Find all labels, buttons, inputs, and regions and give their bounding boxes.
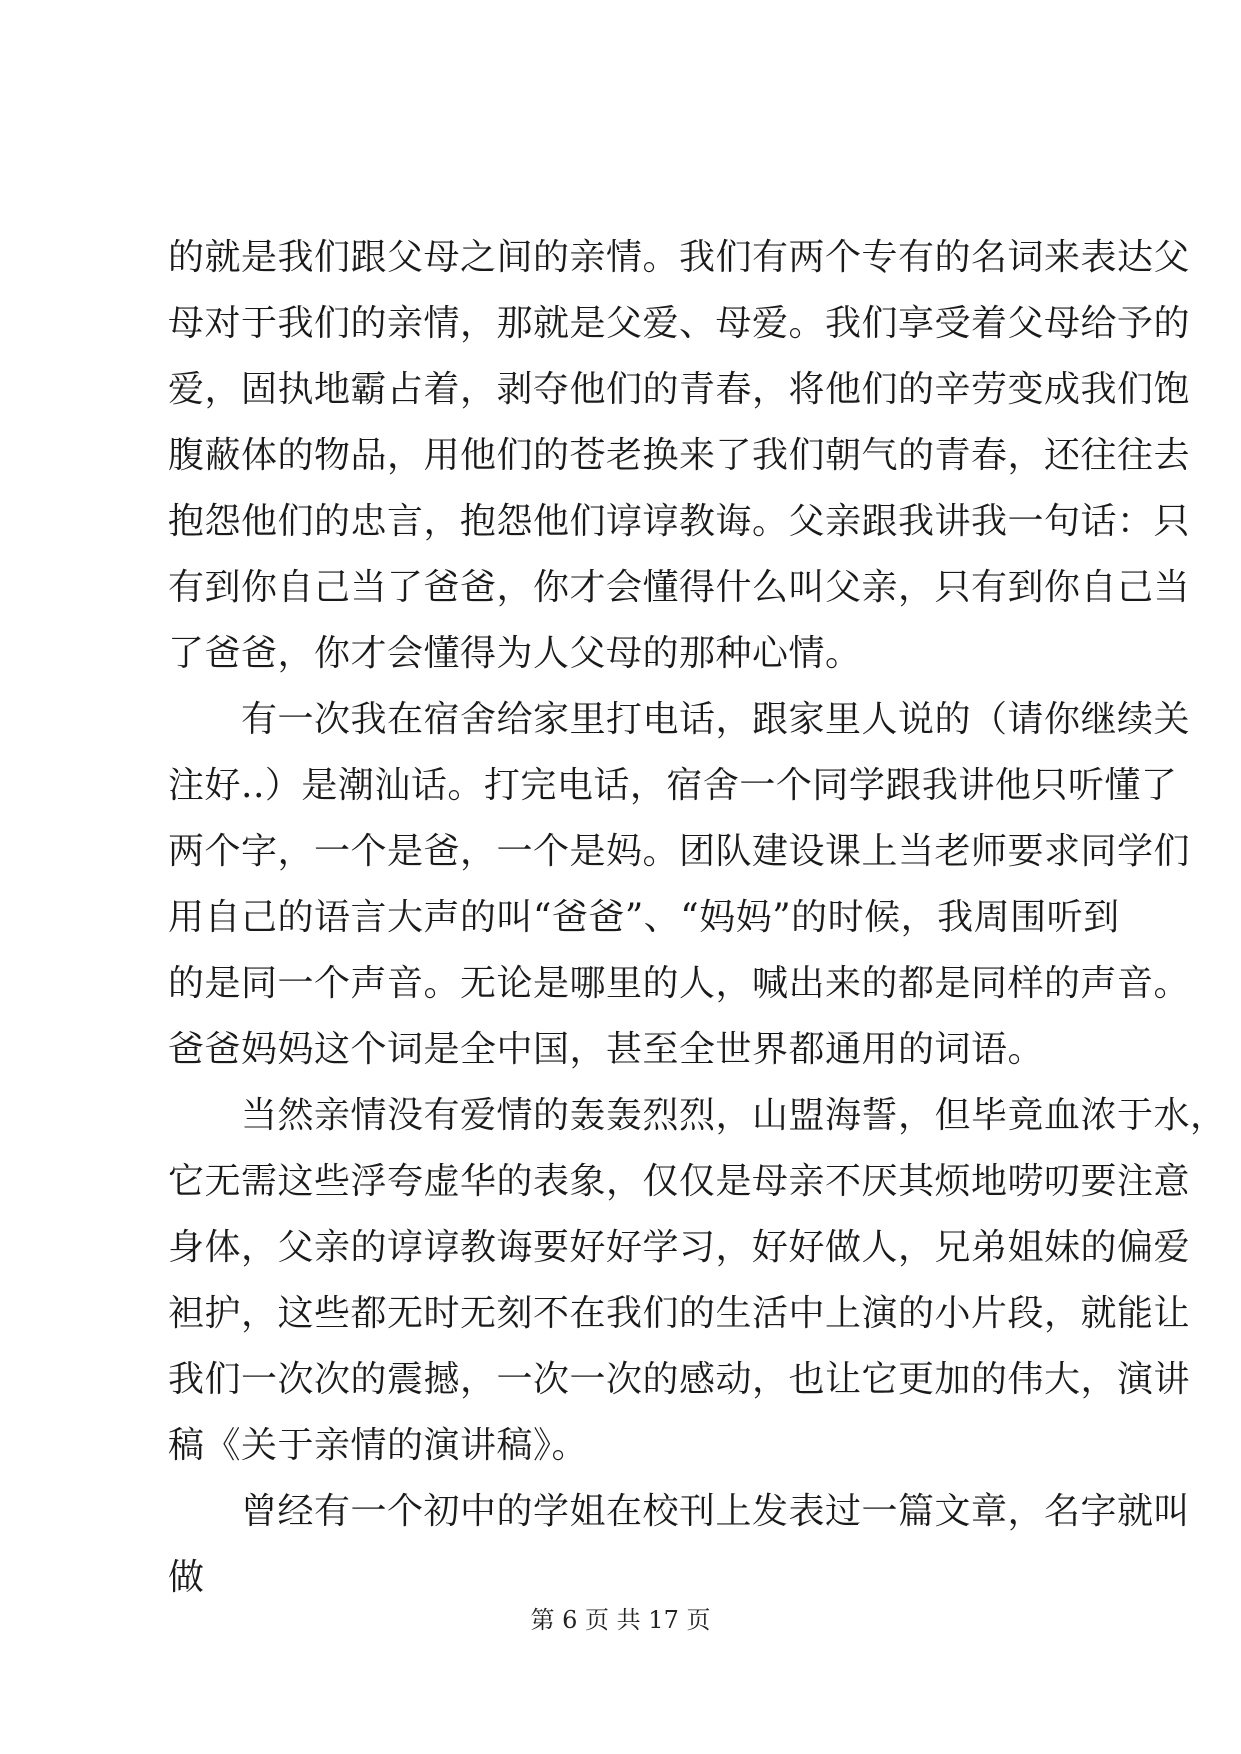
text-line: 我们一次次的震撼，一次一次的感动，也让它更加的伟大，演讲 [168,1359,1191,1400]
text-line: 的就是我们跟父母之间的亲情。我们有两个专有的名词来表达父 [168,237,1191,278]
body-text [168,225,1227,1611]
page-footer: 第 6 页 共 17 页 [530,1606,711,1634]
text-line: 有到你自己当了爸爸，你才会懂得什么叫父亲，只有到你自己当 [168,567,1191,608]
text-line: 母对于我们的亲情，那就是父爱、母爱。我们享受着父母给予的 [168,303,1191,344]
text-line: 袒护，这些都无时无刻不在我们的生活中上演的小片段，就能让 [168,1293,1191,1334]
text-line: 稿《关于亲情的演讲稿》。 [168,1425,589,1466]
text-line: 的是同一个声音。无论是哪里的人，喊出来的都是同样的声音。 [168,963,1191,1004]
text-line: 两个字，一个是爸，一个是妈。团队建设课上当老师要求同学们 [168,831,1191,872]
text-line: 注好..）是潮汕话。打完电话，宿舍一个同学跟我讲他只听懂了 [168,765,1178,806]
text-line: 曾经有一个初中的学姐在校刊上发表过一篇文章，名字就叫 [168,1491,1191,1532]
text-line: 做 [168,1557,205,1598]
text-line: 腹蔽体的物品，用他们的苍老换来了我们朝气的青春，还往往去 [168,435,1191,476]
text-line: 抱怨他们的忠言，抱怨他们谆谆教诲。父亲跟我讲我一句话：只 [168,501,1191,542]
text-line: 身体，父亲的谆谆教诲要好好学习，好好做人，兄弟姐妹的偏爱 [168,1227,1191,1268]
text-line: 当然亲情没有爱情的轰轰烈烈，山盟海誓，但毕竟血浓于水， [168,1095,1227,1136]
text-line: 用自己的语言大声的叫“爸爸”、“妈妈”的时候，我周围听到 [168,897,1120,938]
text-line: 有一次我在宿舍给家里打电话，跟家里人说的（请你继续关 [168,699,1191,740]
text-line: 爸爸妈妈这个词是全中国，甚至全世界都通用的词语。 [168,1029,1045,1070]
text-line: 它无需这些浮夸虚华的表象，仅仅是母亲不厌其烦地唠叨要注意 [168,1161,1191,1202]
text-line: 了爸爸，你才会懂得为人父母的那种心情。 [168,633,862,674]
text-line: 爱，固执地霸占着，剥夺他们的青春，将他们的辛劳变成我们饱 [168,369,1191,410]
